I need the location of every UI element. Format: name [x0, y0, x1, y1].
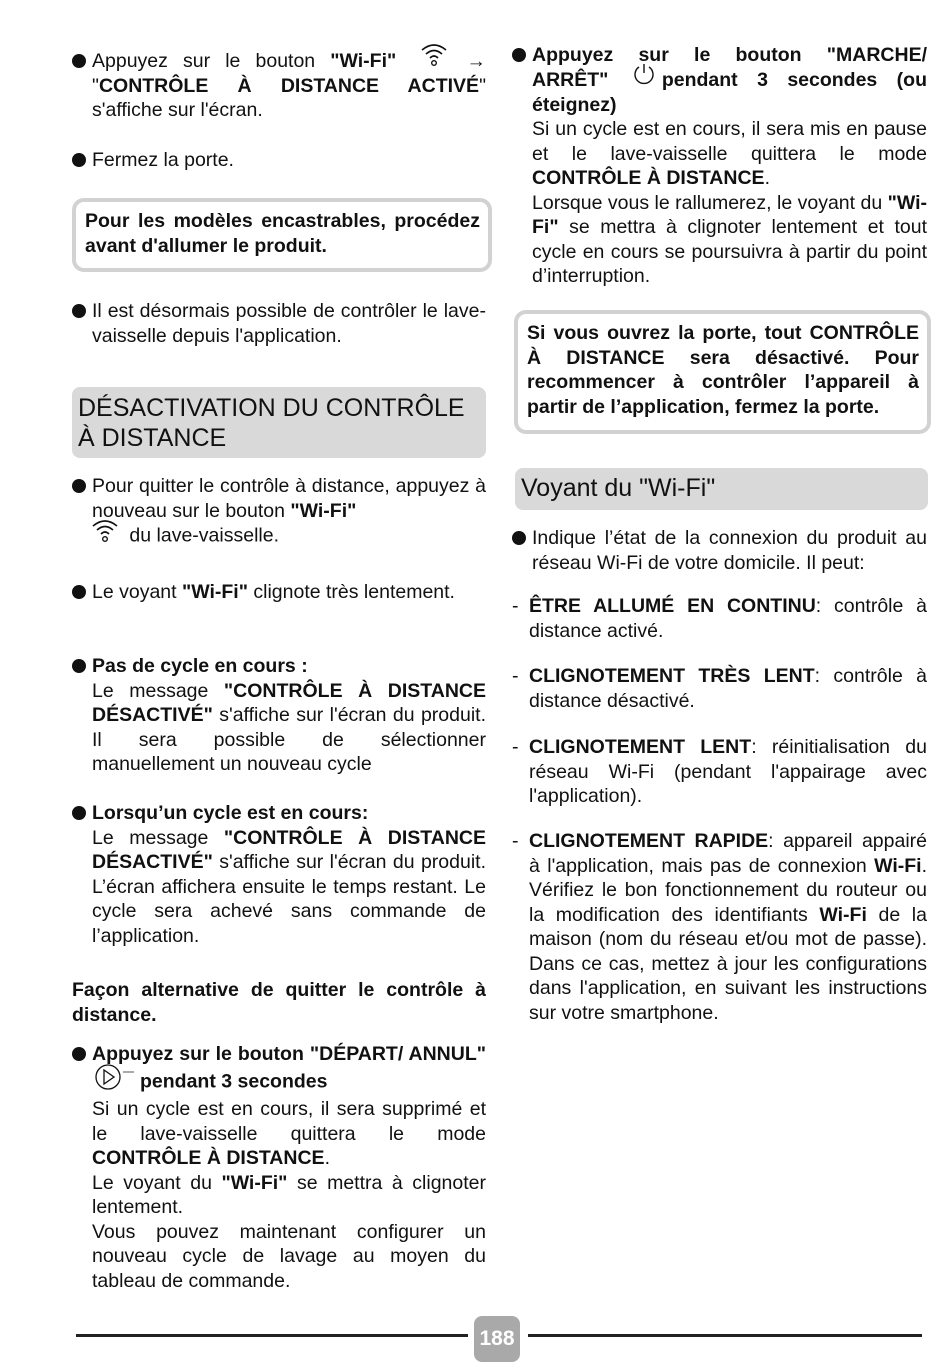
footer-rule-left [76, 1334, 468, 1337]
bullet-close-door: Fermez la porte. [72, 148, 486, 173]
bullet-cycle-running: Lorsqu’un cycle est en cours: Le message "CONTRÔLE À DISTANCE DÉSACTIVÉ" s'affiche sur l'écran du produit. L’écran affichera ensuite le temps restant. Le cycle sera achevé sans commande de l’application. [72, 801, 486, 948]
status-item-slow: - CLIGNOTEMENT LENT: réinitialisation du réseau Wi-Fi (pendant l'appairage avec l'application). [512, 736, 927, 807]
alternative-method-title: Façon alternative de quitter le contrôle à distance. [72, 979, 486, 1026]
bullet-no-cycle: Pas de cycle en cours : Le message "CONTRÔLE À DISTANCE DÉSACTIVÉ" s'affiche sur l'écran du produit. Il sera possible de sélectionner manuellement un nouveau cycle [72, 654, 486, 777]
bullet-led-status: Indique l’état de la connexion du produit au réseau Wi-Fi de votre domicile. Il peut: [512, 526, 927, 575]
bullet-dot [512, 531, 526, 545]
page-number: 188 [474, 1316, 520, 1362]
bullet-dot [72, 479, 86, 493]
footer-rule-right [528, 1334, 922, 1337]
note-built-in-models: Pour les modèles encastrables, procédez avant d'allumer le produit. [72, 198, 492, 272]
bullet-dot [72, 585, 86, 599]
bullet-dot [72, 153, 86, 167]
status-item-very-slow: - CLIGNOTEMENT TRÈS LENT: contrôle à distance désactivé. [512, 665, 927, 712]
start-cancel-icon [94, 1063, 138, 1098]
bullet-app-control: Il est désormais possible de contrôler le lave-vaisselle depuis l'application. [72, 299, 486, 348]
bullet-dot [72, 806, 86, 820]
note-door-open: Si vous ouvrez la porte, tout CONTRÔLE À DISTANCE sera désactivé. Pour recommencer à contrôler l’appareil à partir de l’application, fermez la porte. [514, 310, 931, 434]
power-icon [632, 62, 656, 93]
bullet-dot [72, 304, 86, 318]
status-item-fast: - CLIGNOTEMENT RAPIDE: appareil appairé à l'application, mais pas de connexion Wi-Fi. Vérifiez le bon fonctionnement du routeur ou la modification des identifiants Wi-Fi de la maison (nom du réseau et/ou mot de passe). Dans ce cas, mettez à jour les configurations dans l'application, en suivant les instructions sur votre smartphone. [512, 830, 928, 1024]
bullet-dot [512, 48, 526, 62]
wifi-icon [419, 41, 449, 74]
bullet-power-button: Appuyez sur le bouton "MARCHE/ ARRÊT" pendant 3 secondes (ou éteignez) Si un cycle est en cours, il sera mis en pause et le lave-vaisselle quittera le mode CONTRÔLE À DISTANCE. Lorsque vous le rallumerez, le voyant du "Wi-Fi" se mettra à clignoter lentement et tout cycle en cours se poursuivra à partir du point d’interruption. [512, 43, 927, 289]
section-heading-wifi-led: Voyant du "Wi-Fi" [515, 468, 928, 510]
bullet-dot [72, 1047, 86, 1061]
status-item-on: - ÊTRE ALLUMÉ EN CONTINU: contrôle à distance activé. [512, 595, 927, 642]
bullet-dot [72, 54, 86, 68]
wifi-icon [90, 517, 120, 550]
bullet-led-blinks: Le voyant "Wi-Fi" clignote très lentement. [72, 580, 486, 605]
section-heading-deactivation: DÉSACTIVATION DU CONTRÔLE À DISTANCE [72, 387, 486, 458]
bullet-dot [72, 659, 86, 673]
bullet-start-cancel: Appuyez sur le bouton "DÉPART/ ANNUL" pendant 3 secondes Si un cycle est en cours, il sera supprimé et le lave-vaisselle quittera le mode CONTRÔLE À DISTANCE. Le voyant du "Wi-Fi" se mettra à clignoter lentement. Vous pouvez maintenant configurer un nouveau cycle de lavage au moyen du tableau de commande. [72, 1042, 486, 1293]
bullet-wifi-activate: Appuyez sur le bouton "Wi-Fi" → "CONTRÔLE À DISTANCE ACTIVÉ" s'affiche sur l'écran. [72, 49, 486, 123]
bullet-quit-remote: Pour quitter le contrôle à distance, appuyez à nouveau sur le bouton "Wi-Fi" du lave-vaisselle. [72, 474, 486, 550]
